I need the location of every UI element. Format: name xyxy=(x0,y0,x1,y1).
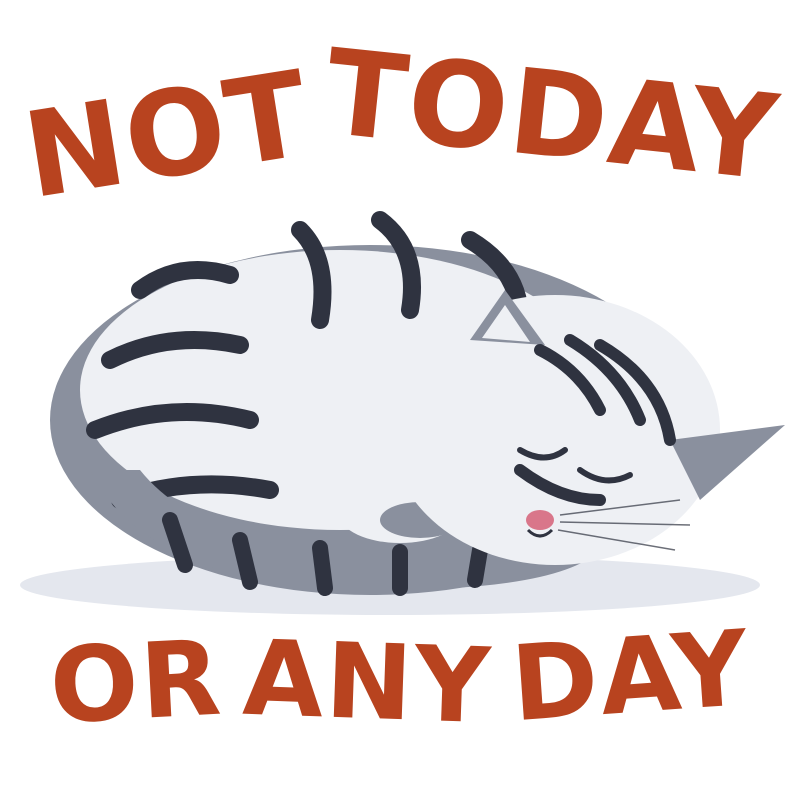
headline-top xyxy=(0,22,800,226)
headline-word-today: TODAY xyxy=(318,22,786,208)
headline-word-or: OR xyxy=(47,616,226,748)
sleeping-tabby-cat-icon xyxy=(20,220,785,615)
headline-word-not: NOT xyxy=(15,44,320,226)
cat-nose xyxy=(526,510,554,530)
headline-word-day: DAY xyxy=(507,606,754,746)
headline-word-any: ANY xyxy=(240,616,494,748)
sleeping-cat-illustration xyxy=(0,170,800,640)
headline-bottom xyxy=(0,606,800,748)
